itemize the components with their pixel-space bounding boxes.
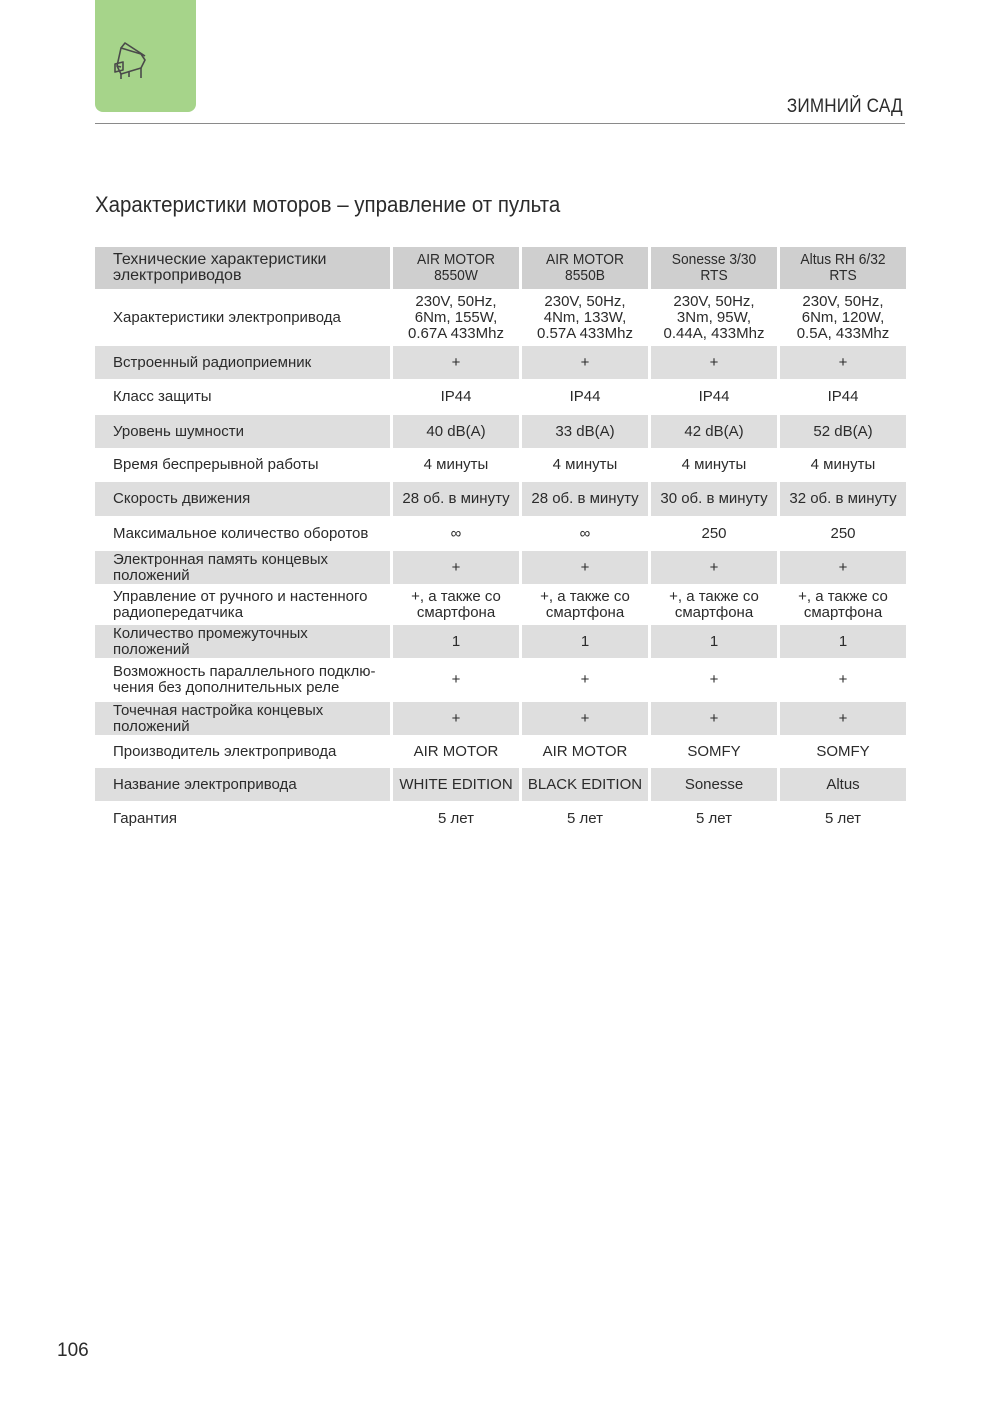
cell-value: +	[522, 702, 648, 735]
cell-value: ∞	[579, 524, 591, 542]
cell-value: AIR MOTOR	[542, 742, 628, 760]
motor-spec-table	[92, 247, 909, 836]
table-row	[95, 702, 906, 735]
table-row	[95, 625, 906, 658]
table-row	[95, 516, 906, 551]
cell-value: +, а также со смартфона	[669, 587, 759, 621]
row-label: Встроенный радиоприемник	[95, 346, 390, 379]
page-title: Характеристики моторов – управление от пульта	[95, 192, 561, 217]
row-label: Электронная память концевых положений	[95, 551, 390, 584]
row-label: Производитель электропривода	[113, 742, 337, 760]
cell-value: 52 dB(A)	[780, 415, 906, 448]
cell-value: +	[522, 551, 648, 584]
cell-value: 30 об. в минуту	[651, 482, 777, 516]
row-label: Максимальное количество оборотов	[113, 524, 369, 542]
cell-value: +	[451, 671, 461, 688]
table-row	[95, 346, 906, 379]
table-row	[95, 379, 906, 415]
cell-value: 230V, 50Hz, 3Nm, 95W, 0.44A, 433Mhz	[663, 292, 765, 342]
table-row	[95, 768, 906, 801]
cell-value: 40 dB(A)	[393, 415, 519, 448]
cell-value: SOMFY	[816, 742, 870, 760]
cell-value: 4 минуты	[681, 456, 747, 473]
table-row	[95, 448, 906, 482]
cell-value: IP44	[698, 388, 730, 405]
cell-value: 1	[780, 625, 906, 658]
cell-value: 5 лет	[696, 809, 732, 827]
cell-value: IP44	[569, 388, 601, 405]
table-row	[95, 415, 906, 448]
cell-value: +, а также со смартфона	[411, 587, 501, 621]
cell-value: 4 минуты	[423, 456, 489, 473]
column-header: Altus RH 6/32 RTS	[780, 247, 906, 289]
cell-value: +, а также со смартфона	[540, 587, 630, 621]
cell-value: 4 минуты	[552, 456, 618, 473]
row-label: Время беспрерывной работы	[113, 456, 319, 473]
cell-value: +	[393, 346, 519, 379]
cell-value: WHITE EDITION	[393, 768, 519, 801]
cell-value: 250	[701, 524, 727, 542]
cell-value: 5 лет	[825, 809, 861, 827]
row-label: Гарантия	[113, 809, 177, 827]
cell-value: +	[651, 551, 777, 584]
section-title: ЗИМНИЙ САД	[787, 96, 903, 117]
row-label: Возможность параллельного подклю-чения без дополнительных реле	[113, 663, 376, 696]
cell-value: 33 dB(A)	[522, 415, 648, 448]
cell-value: IP44	[827, 388, 859, 405]
table-header-row	[95, 247, 906, 289]
cell-value: 5 лет	[438, 809, 474, 827]
cell-value: +, а также со смартфона	[798, 587, 888, 621]
section-tab	[95, 0, 196, 112]
row-label: Уровень шумности	[95, 415, 390, 448]
cell-value: +	[780, 702, 906, 735]
row-label: Класс защиты	[113, 388, 212, 405]
cell-value: +	[780, 346, 906, 379]
cell-value: ∞	[450, 524, 462, 542]
cell-value: 28 об. в минуту	[522, 482, 648, 516]
cell-value: +	[780, 551, 906, 584]
row-label: Название электропривода	[95, 768, 390, 801]
page-number: 106	[57, 1340, 89, 1361]
cell-value: 230V, 50Hz, 6Nm, 120W, 0.5A, 433Mhz	[796, 292, 890, 342]
cell-value: 1	[651, 625, 777, 658]
cell-value: 32 об. в минуту	[780, 482, 906, 516]
cell-value: +	[651, 702, 777, 735]
row-label: Характеристики электропривода	[113, 308, 341, 326]
table-row	[95, 735, 906, 768]
cell-value: Sonesse	[651, 768, 777, 801]
cell-value: 5 лет	[567, 809, 603, 827]
column-header: Sonesse 3/30 RTS	[651, 247, 777, 289]
table-row	[95, 658, 906, 702]
header-label: Технические характеристики электроприводов	[95, 247, 390, 289]
column-header: AIR MOTOR 8550W	[393, 247, 519, 289]
cell-value: 250	[830, 524, 856, 542]
cell-value: +	[393, 551, 519, 584]
cell-value: 28 об. в минуту	[393, 482, 519, 516]
cell-value: 230V, 50Hz, 6Nm, 155W, 0.67A 433Mhz	[408, 292, 504, 342]
header-divider	[95, 123, 905, 124]
cell-value: +	[651, 346, 777, 379]
cell-value: IP44	[440, 388, 472, 405]
cell-value: +	[580, 671, 590, 688]
cell-value: +	[393, 702, 519, 735]
row-label: Скорость движения	[95, 482, 390, 516]
cell-value: 230V, 50Hz, 4Nm, 133W, 0.57A 433Mhz	[537, 292, 633, 342]
cell-value: AIR MOTOR	[413, 742, 499, 760]
table-row	[95, 801, 906, 836]
cell-value: BLACK EDITION	[522, 768, 648, 801]
row-label: Количество промежуточных положений	[95, 625, 390, 658]
row-label: Управление от ручного и настенного радиопередатчика	[113, 587, 368, 621]
cell-value: 1	[393, 625, 519, 658]
cell-value: +	[838, 671, 848, 688]
cell-value: +	[522, 346, 648, 379]
cell-value: 1	[522, 625, 648, 658]
cell-value: SOMFY	[687, 742, 741, 760]
cell-value: +	[709, 671, 719, 688]
table-row	[95, 584, 906, 625]
piano-icon	[111, 40, 149, 80]
column-header: AIR MOTOR 8550B	[522, 247, 648, 289]
cell-value: Altus	[780, 768, 906, 801]
table-row	[95, 289, 906, 346]
table-row	[95, 551, 906, 584]
table-row	[95, 482, 906, 516]
cell-value: 42 dB(A)	[651, 415, 777, 448]
cell-value: 4 минуты	[810, 456, 876, 473]
row-label: Точечная настройка концевых положений	[95, 702, 390, 735]
